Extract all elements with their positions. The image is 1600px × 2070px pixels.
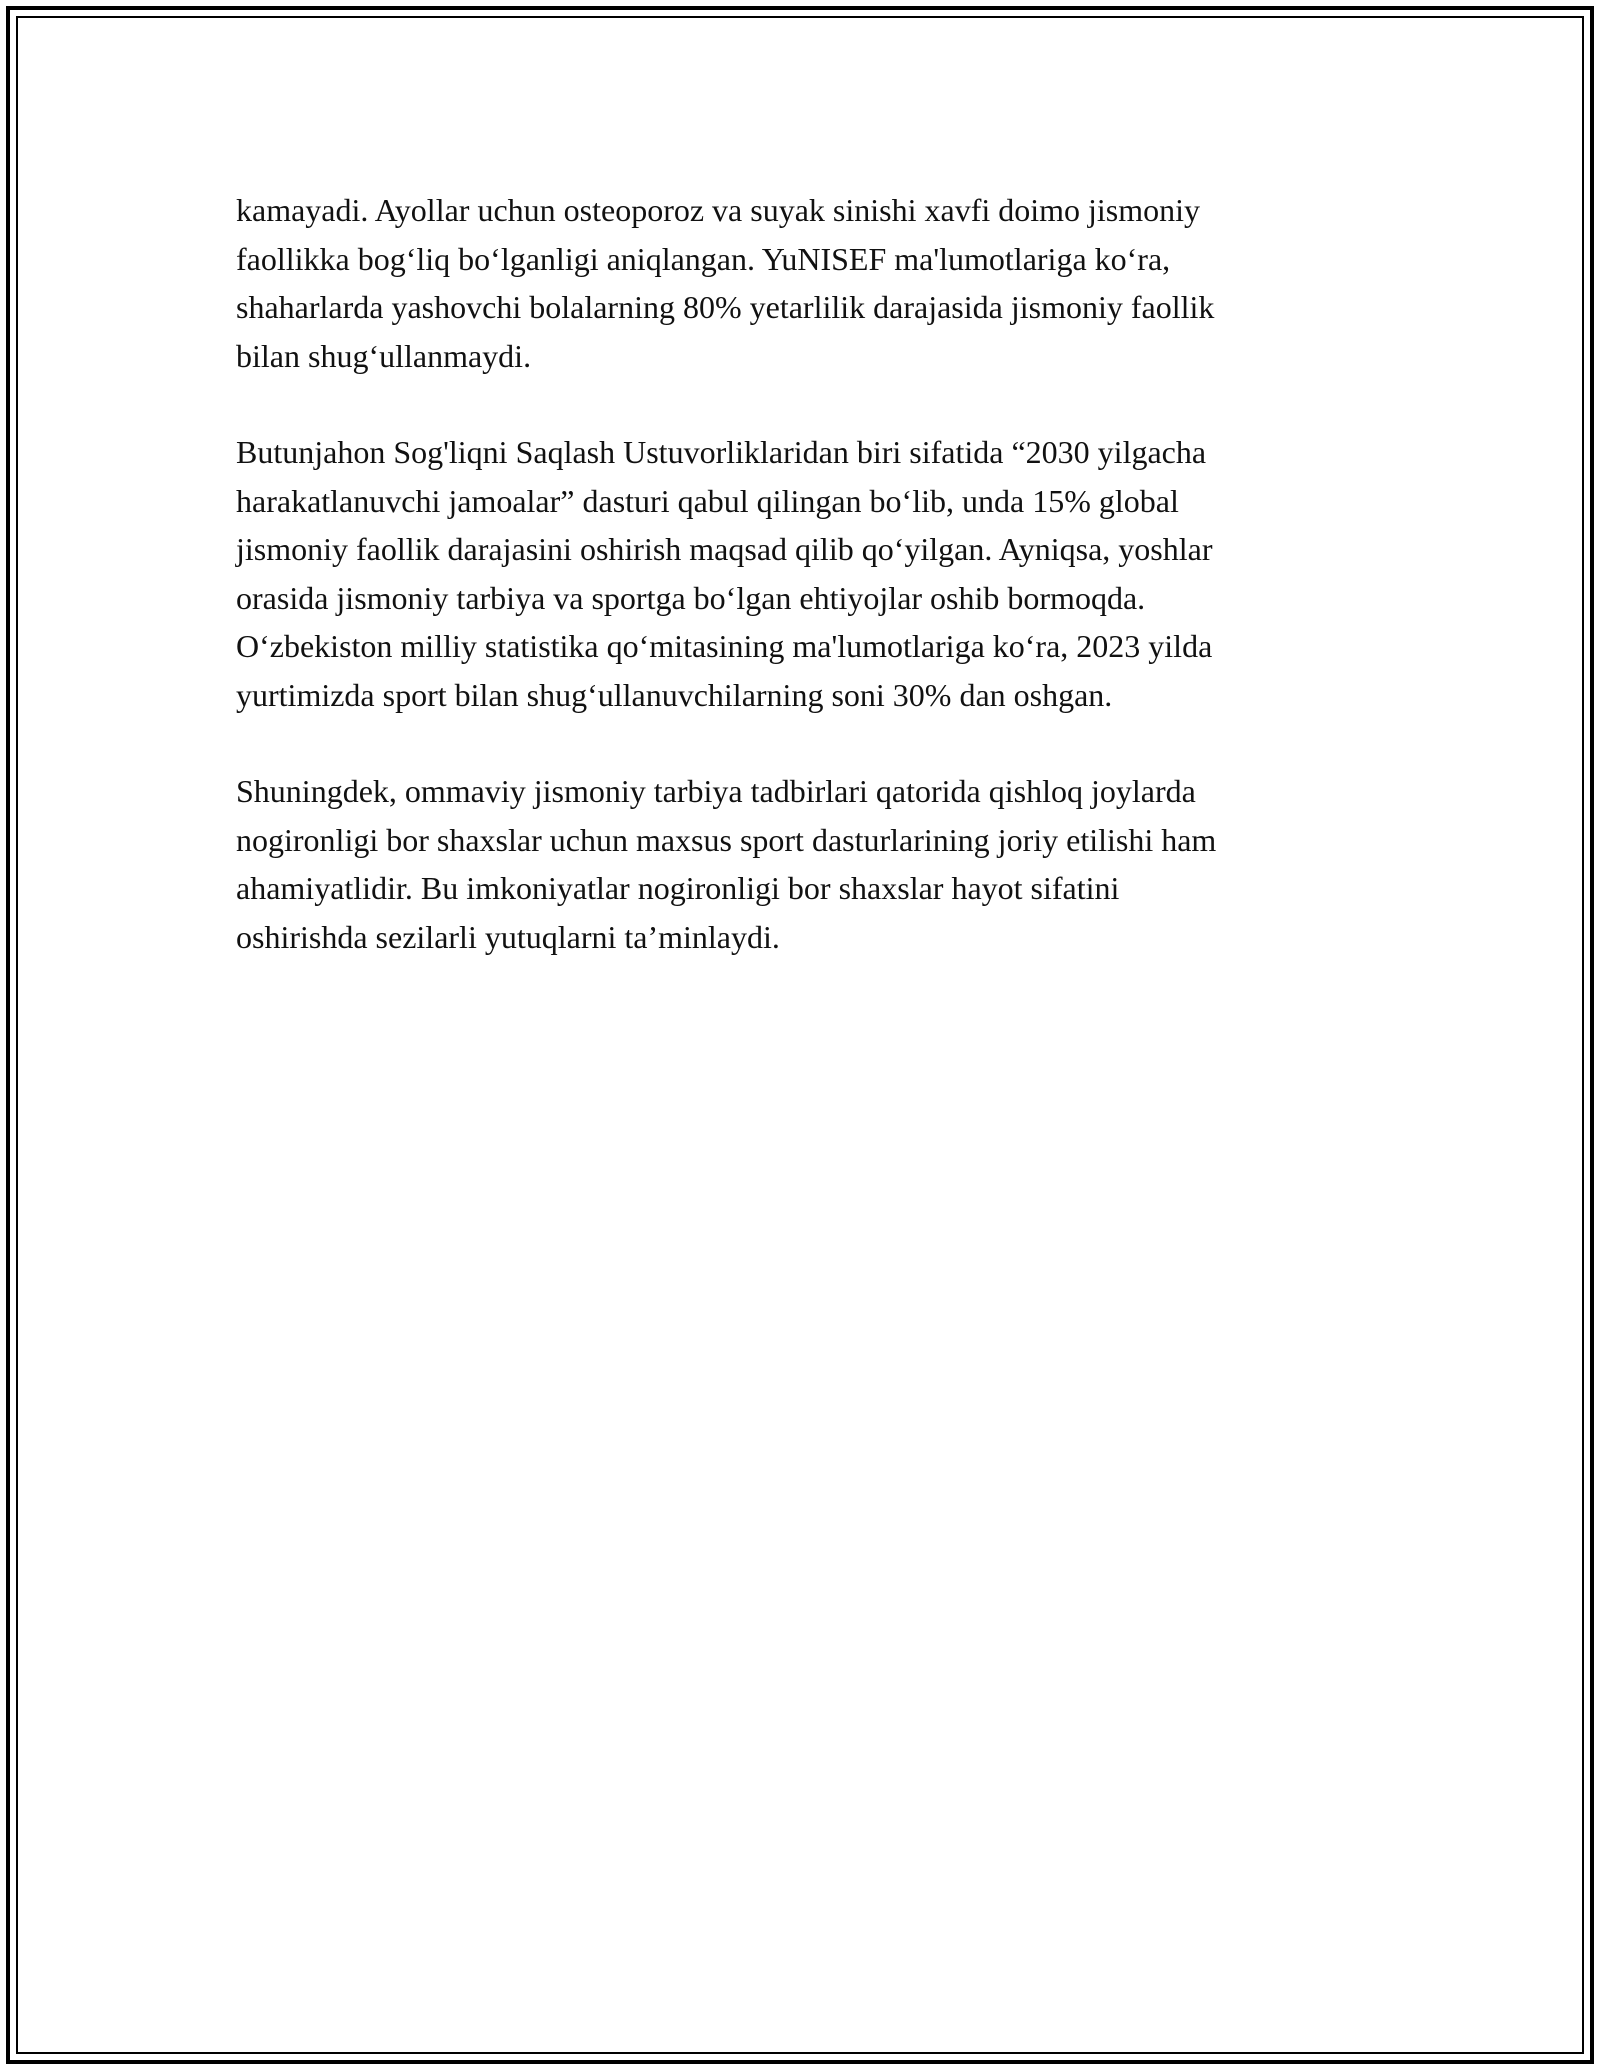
paragraph-1: [236, 186, 1396, 380]
document-body: [236, 186, 1396, 1009]
text-line: O‘zbekiston milliy statistika qo‘mitasining ma'lumotlariga ko‘ra, 2023 yilda: [236, 628, 1213, 664]
text-line: bilan shug‘ullanmaydi.: [236, 337, 532, 374]
paragraph-2: [236, 428, 1396, 719]
text-line: jismoniy faollik darajasini oshirish maqsad qilib qo‘yilgan. Ayniqsa, yoshlar: [236, 531, 1213, 567]
text-line: harakatlanuvchi jamoalar” dasturi qabul qilingan bo‘lib, unda 15% global: [236, 482, 1179, 519]
paragraph-3: [236, 767, 1396, 961]
text-line: yurtimizda sport bilan shug‘ullanuvchilarning soni 30% dan oshgan.: [236, 676, 1113, 713]
text-line: shaharlarda yashovchi bolalarning 80% yetarlilik darajasida jismoniy faollik: [236, 289, 1215, 325]
text-line: ahamiyatlidir. Bu imkoniyatlar nogironligi bor shaxslar hayot sifatini: [236, 870, 1120, 906]
text-line: oshirishda sezilarli yutuqlarni ta’minlaydi.: [236, 918, 780, 955]
text-line: kamayadi. Ayollar uchun osteoporoz va suyak sinishi xavfi doimo jismoniy: [236, 192, 1201, 228]
text-line: orasida jismoniy tarbiya va sportga bo‘lgan ehtiyojlar oshib bormoqda.: [236, 579, 1146, 616]
text-line: nogironligi bor shaxslar uchun maxsus sport dasturlarining joriy etilishi ham: [236, 821, 1217, 858]
text-line: Shuningdek, ommaviy jismoniy tarbiya tadbirlari qatorida qishloq joylarda: [236, 773, 1196, 809]
text-line: faollikka bog‘liq bo‘lganligi aniqlangan. YuNISEF ma'lumotlariga ko‘ra,: [236, 240, 1171, 277]
text-line: Butunjahon Sog'liqni Saqlash Ustuvorliklaridan biri sifatida “2030 yilgacha: [236, 434, 1207, 470]
